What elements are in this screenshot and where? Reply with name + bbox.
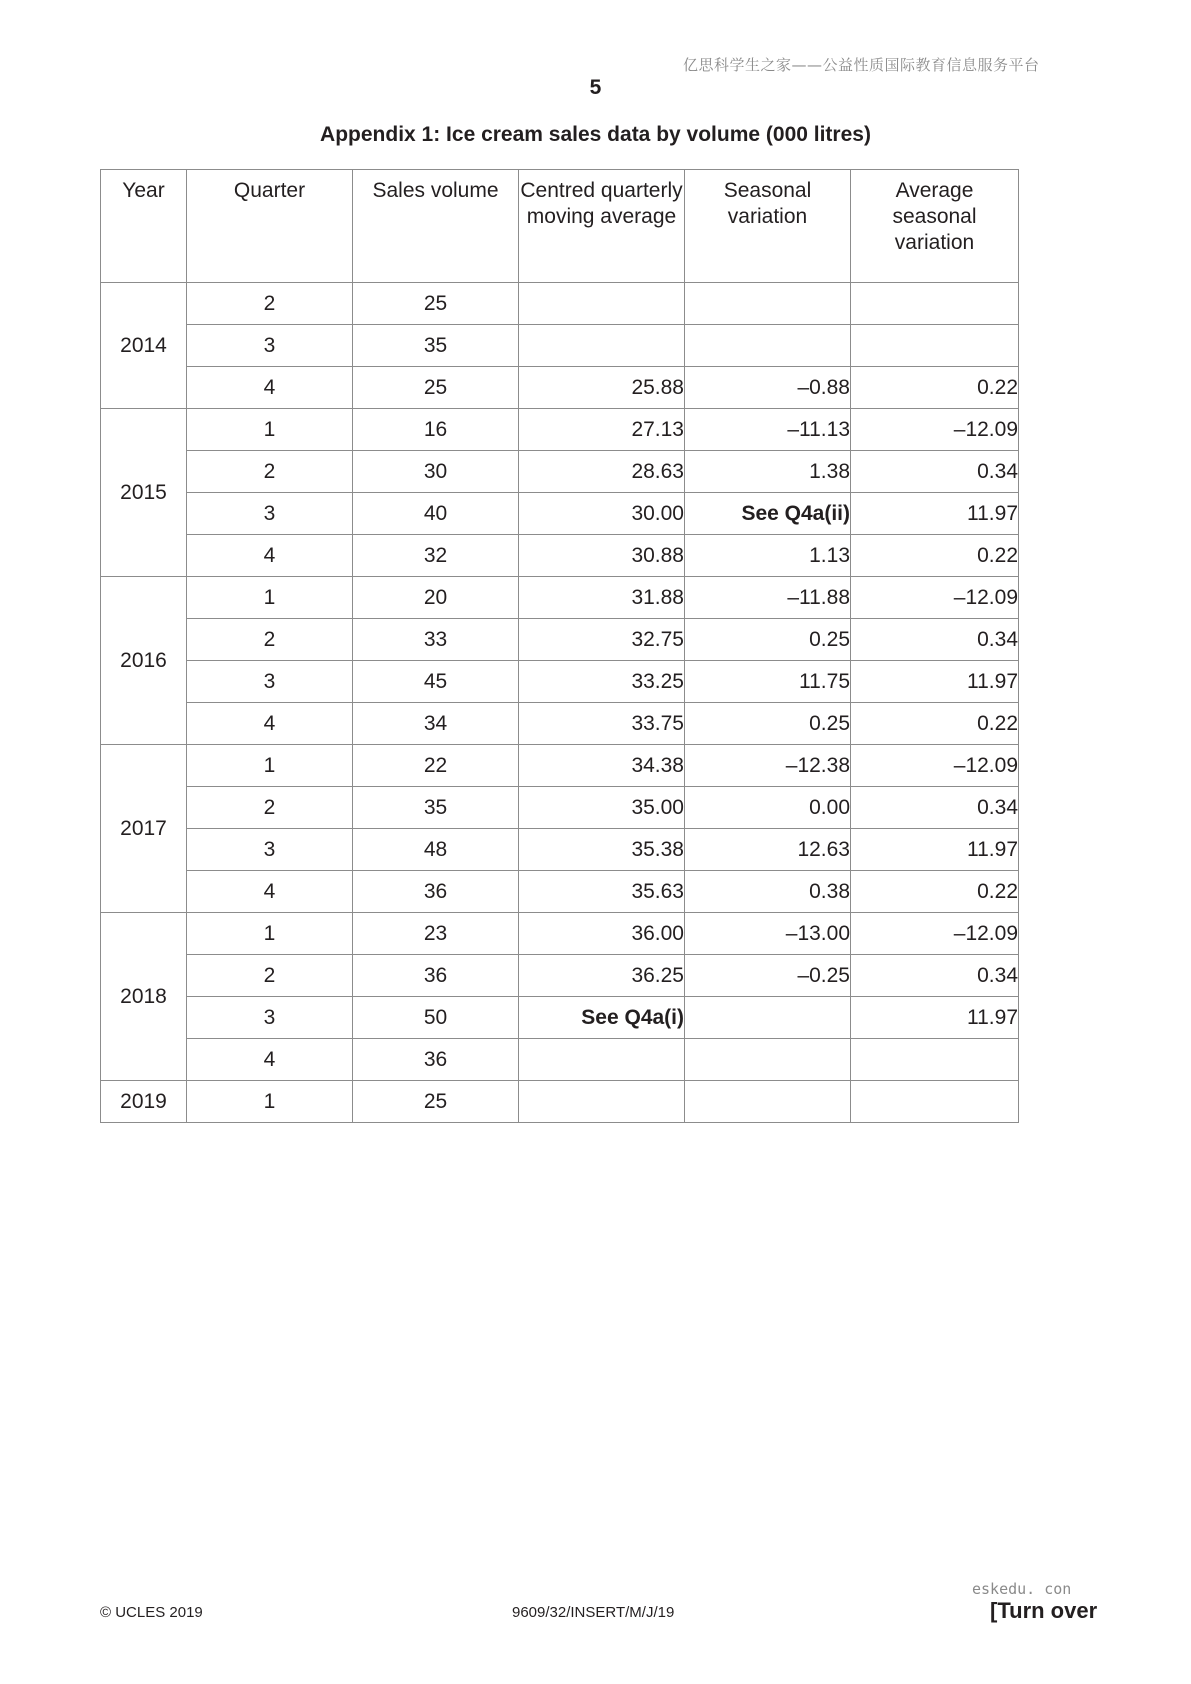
header-year: Year: [101, 170, 187, 283]
quarter-cell: 2: [187, 787, 353, 829]
table-row: [101, 787, 1019, 829]
seasonal-variation-cell: 0.00: [685, 787, 851, 829]
average-seasonal-variation-cell: 0.22: [851, 535, 1019, 577]
quarter-cell: 1: [187, 1081, 353, 1123]
quarter-cell: 4: [187, 1039, 353, 1081]
header-sales-volume: Sales volume: [353, 170, 519, 283]
average-seasonal-variation-cell: 11.97: [851, 829, 1019, 871]
quarter-cell: 4: [187, 535, 353, 577]
average-seasonal-variation-cell: 0.22: [851, 367, 1019, 409]
header-seasonal-variation: Seasonal variation: [685, 170, 851, 283]
sales-data-table: [100, 169, 1019, 1123]
table-row: [101, 619, 1019, 661]
table-row: [101, 409, 1019, 451]
quarter-cell: 1: [187, 409, 353, 451]
seasonal-variation-cell: [685, 1081, 851, 1123]
moving-average-cell: 32.75: [519, 619, 685, 661]
seasonal-variation-cell: [685, 283, 851, 325]
moving-average-cell: [519, 1081, 685, 1123]
quarter-cell: 2: [187, 451, 353, 493]
table-body: [101, 283, 1019, 1123]
table-row: [101, 325, 1019, 367]
table-row: [101, 661, 1019, 703]
quarter-cell: 3: [187, 325, 353, 367]
sales-volume-cell: 35: [353, 325, 519, 367]
seasonal-variation-cell: 12.63: [685, 829, 851, 871]
seasonal-variation-cell: –11.13: [685, 409, 851, 451]
seasonal-variation-cell: –0.25: [685, 955, 851, 997]
sales-volume-cell: 36: [353, 1039, 519, 1081]
sales-volume-cell: 25: [353, 1081, 519, 1123]
table-row: [101, 535, 1019, 577]
year-cell: 2014: [101, 283, 187, 409]
table-header-row: [101, 170, 1019, 283]
quarter-cell: 2: [187, 619, 353, 661]
average-seasonal-variation-cell: 11.97: [851, 493, 1019, 535]
quarter-cell: 4: [187, 871, 353, 913]
average-seasonal-variation-cell: 0.34: [851, 451, 1019, 493]
sales-volume-cell: 22: [353, 745, 519, 787]
seasonal-variation-cell: –12.38: [685, 745, 851, 787]
quarter-cell: 2: [187, 283, 353, 325]
moving-average-cell: 33.25: [519, 661, 685, 703]
header-centred-moving-average: Centred quarterly moving average: [519, 170, 685, 283]
sales-volume-cell: 16: [353, 409, 519, 451]
average-seasonal-variation-cell: –12.09: [851, 577, 1019, 619]
average-seasonal-variation-cell: [851, 283, 1019, 325]
moving-average-cell: 35.63: [519, 871, 685, 913]
average-seasonal-variation-cell: 0.34: [851, 955, 1019, 997]
watermark-footer: eskedu. con: [972, 1580, 1072, 1598]
average-seasonal-variation-cell: [851, 325, 1019, 367]
moving-average-cell: 28.63: [519, 451, 685, 493]
quarter-cell: 4: [187, 367, 353, 409]
moving-average-cell: 34.38: [519, 745, 685, 787]
footer-paper-code: 9609/32/INSERT/M/J/19: [512, 1604, 675, 1621]
quarter-cell: 2: [187, 955, 353, 997]
table-row: [101, 451, 1019, 493]
quarter-cell: 3: [187, 661, 353, 703]
quarter-cell: 1: [187, 577, 353, 619]
table-row: [101, 1081, 1019, 1123]
seasonal-variation-cell: [685, 325, 851, 367]
seasonal-variation-cell: 11.75: [685, 661, 851, 703]
moving-average-cell: 36.25: [519, 955, 685, 997]
table-row: [101, 577, 1019, 619]
average-seasonal-variation-cell: 11.97: [851, 997, 1019, 1039]
moving-average-cell: [519, 325, 685, 367]
table-row: [101, 1039, 1019, 1081]
quarter-cell: 1: [187, 745, 353, 787]
quarter-cell: 3: [187, 829, 353, 871]
table-row: [101, 283, 1019, 325]
seasonal-variation-cell: –0.88: [685, 367, 851, 409]
moving-average-cell: 30.00: [519, 493, 685, 535]
moving-average-cell: 25.88: [519, 367, 685, 409]
moving-average-cell: [519, 283, 685, 325]
moving-average-cell: 35.00: [519, 787, 685, 829]
sales-volume-cell: 50: [353, 997, 519, 1039]
watermark-header: 亿思科学生之家——公益性质国际教育信息服务平台: [683, 56, 1040, 74]
moving-average-cell: [519, 1039, 685, 1081]
moving-average-cell: 33.75: [519, 703, 685, 745]
sales-volume-cell: 35: [353, 787, 519, 829]
seasonal-variation-cell: 1.38: [685, 451, 851, 493]
table-row: [101, 997, 1019, 1039]
average-seasonal-variation-cell: [851, 1039, 1019, 1081]
year-cell: 2017: [101, 745, 187, 913]
quarter-cell: 1: [187, 913, 353, 955]
year-cell: 2019: [101, 1081, 187, 1123]
header-quarter: Quarter: [187, 170, 353, 283]
sales-volume-cell: 45: [353, 661, 519, 703]
quarter-cell: 4: [187, 703, 353, 745]
turn-over-label: [Turn over: [990, 1598, 1098, 1623]
average-seasonal-variation-cell: –12.09: [851, 745, 1019, 787]
sales-volume-cell: 40: [353, 493, 519, 535]
seasonal-variation-cell: 0.25: [685, 703, 851, 745]
average-seasonal-variation-cell: 0.34: [851, 787, 1019, 829]
year-cell: 2018: [101, 913, 187, 1081]
seasonal-variation-cell: [685, 997, 851, 1039]
sales-volume-cell: 34: [353, 703, 519, 745]
sales-volume-cell: 30: [353, 451, 519, 493]
sales-volume-cell: 36: [353, 871, 519, 913]
quarter-cell: 3: [187, 493, 353, 535]
footer-copyright: © UCLES 2019: [100, 1604, 203, 1621]
average-seasonal-variation-cell: 11.97: [851, 661, 1019, 703]
appendix-title: Appendix 1: Ice cream sales data by volume (000 litres): [320, 123, 871, 146]
moving-average-cell: See Q4a(i): [519, 997, 685, 1039]
seasonal-variation-cell: [685, 1039, 851, 1081]
header-average-seasonal-variation: Average seasonal variation: [851, 170, 1019, 283]
sales-volume-cell: 23: [353, 913, 519, 955]
sales-volume-cell: 36: [353, 955, 519, 997]
table-row: [101, 493, 1019, 535]
sales-volume-cell: 48: [353, 829, 519, 871]
page-number: 5: [589, 76, 602, 99]
moving-average-cell: 31.88: [519, 577, 685, 619]
sales-volume-cell: 33: [353, 619, 519, 661]
average-seasonal-variation-cell: 0.22: [851, 703, 1019, 745]
average-seasonal-variation-cell: [851, 1081, 1019, 1123]
seasonal-variation-cell: 1.13: [685, 535, 851, 577]
sales-volume-cell: 25: [353, 367, 519, 409]
moving-average-cell: 27.13: [519, 409, 685, 451]
average-seasonal-variation-cell: 0.34: [851, 619, 1019, 661]
table-row: [101, 703, 1019, 745]
moving-average-cell: 30.88: [519, 535, 685, 577]
quarter-cell: 3: [187, 997, 353, 1039]
sales-volume-cell: 32: [353, 535, 519, 577]
moving-average-cell: 36.00: [519, 913, 685, 955]
seasonal-variation-cell: See Q4a(ii): [685, 493, 851, 535]
year-cell: 2015: [101, 409, 187, 577]
average-seasonal-variation-cell: –12.09: [851, 409, 1019, 451]
table-row: [101, 871, 1019, 913]
seasonal-variation-cell: –11.88: [685, 577, 851, 619]
average-seasonal-variation-cell: 0.22: [851, 871, 1019, 913]
table-row: [101, 829, 1019, 871]
sales-volume-cell: 25: [353, 283, 519, 325]
table-row: [101, 913, 1019, 955]
year-cell: 2016: [101, 577, 187, 745]
sales-volume-cell: 20: [353, 577, 519, 619]
table-row: [101, 955, 1019, 997]
seasonal-variation-cell: 0.38: [685, 871, 851, 913]
seasonal-variation-cell: 0.25: [685, 619, 851, 661]
seasonal-variation-cell: –13.00: [685, 913, 851, 955]
moving-average-cell: 35.38: [519, 829, 685, 871]
average-seasonal-variation-cell: –12.09: [851, 913, 1019, 955]
table-row: [101, 745, 1019, 787]
table-row: [101, 367, 1019, 409]
